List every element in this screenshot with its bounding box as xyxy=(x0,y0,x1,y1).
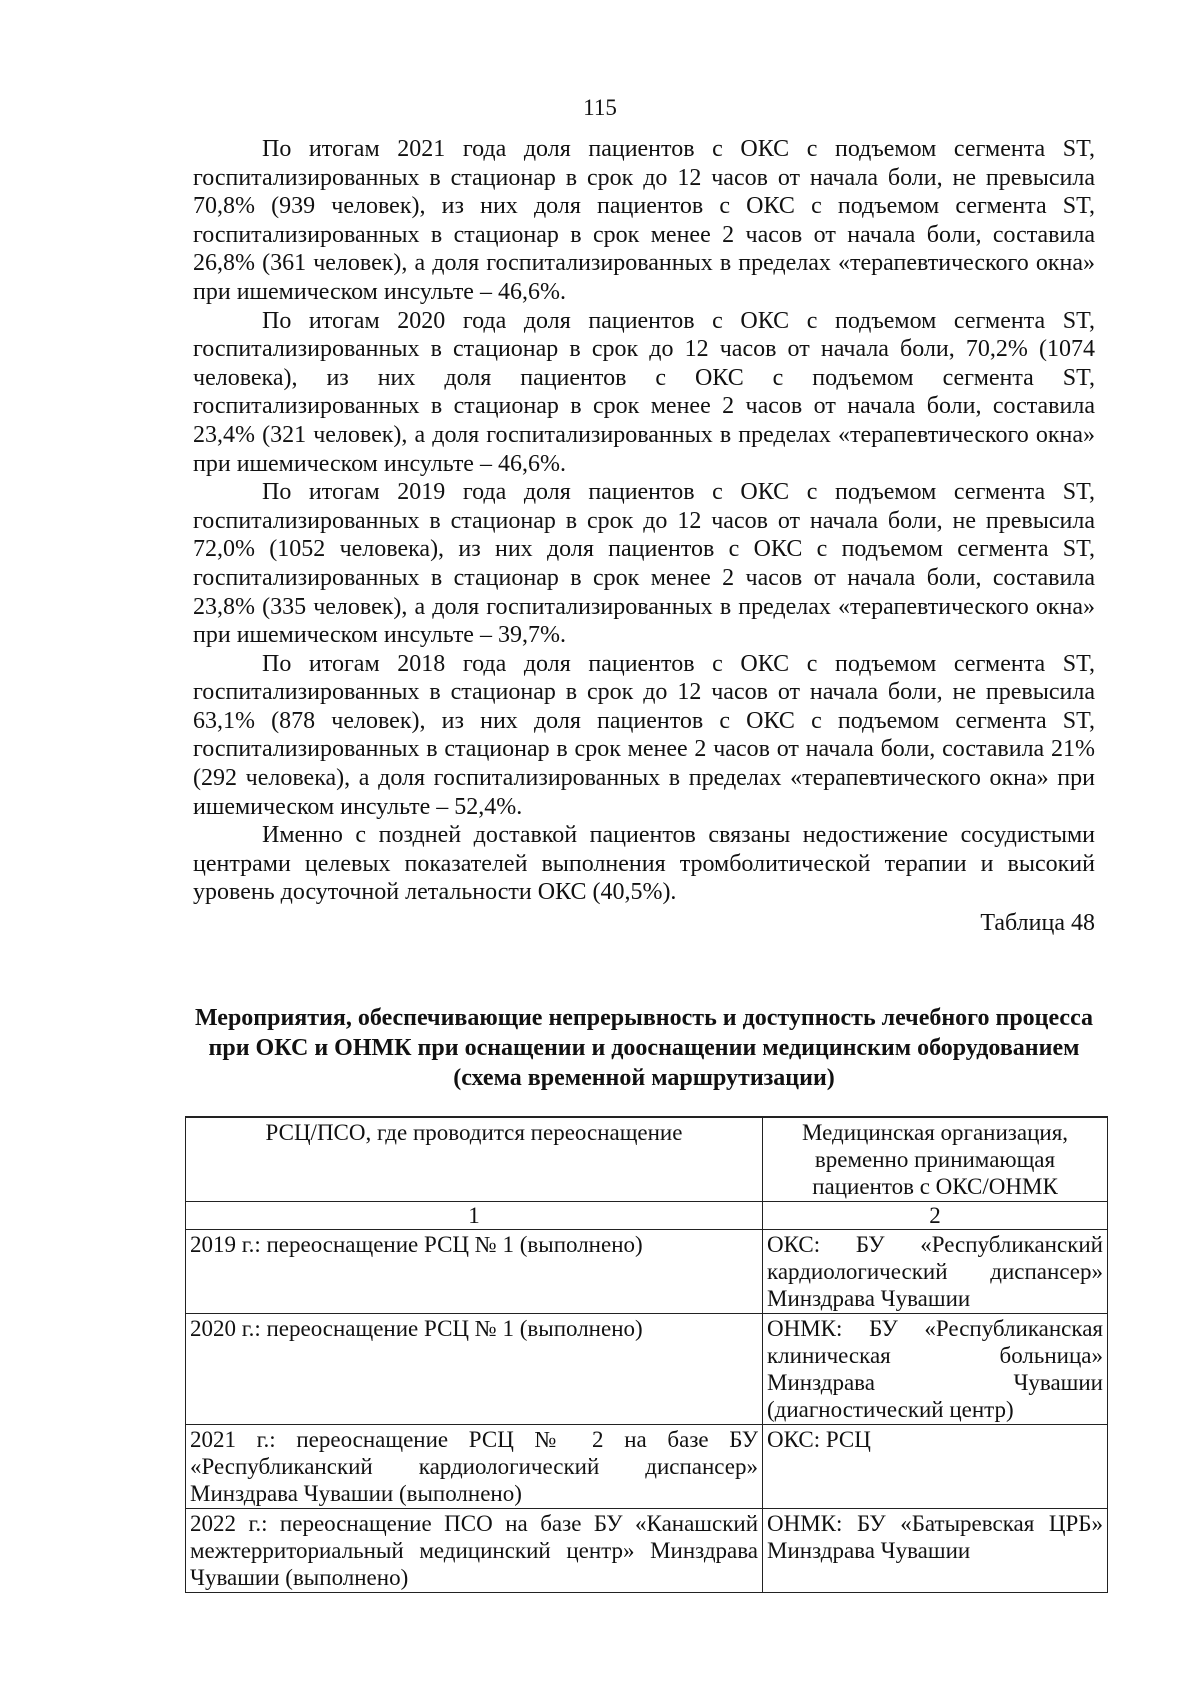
column-number: 2 xyxy=(763,1202,1108,1230)
table-row xyxy=(186,1230,1108,1314)
paragraph-2021: По итогам 2021 года доля пациентов с ОКС с подъемом сегмента ST, госпитализированных в стационар в срок до 12 часов от начала боли, не превысила 70,8% (939 человек), из них доля пациентов с ОКС с подъемом сегмента ST, госпитализированных в стационар в срок менее 2 часов от начала боли, составила 26,8% (361 человек), а доля госпитализированных в пределах «терапевтического окна» при ишемическом инсульте – 46,6%. xyxy=(193,136,1095,305)
table-row xyxy=(186,1509,1108,1593)
table-cell: 2020 г.: переоснащение РСЦ № 1 (выполнено) xyxy=(186,1314,763,1425)
routing-table xyxy=(185,1116,1108,1593)
paragraph-2019: По итогам 2019 года доля пациентов с ОКС с подъемом сегмента ST, госпитализированных в стационар в срок до 12 часов от начала боли, не превысила 72,0% (1052 человека), из них доля пациентов с ОКС с подъемом сегмента ST, госпитализированных в стационар в срок менее 2 часов от начала боли, составила 23,8% (335 человек), а доля госпитализированных в пределах «терапевтического окна» при ишемическом инсульте – 39,7%. xyxy=(193,479,1095,649)
column-number: 1 xyxy=(186,1202,763,1230)
table-title: Мероприятия, обеспечивающие непрерывность и доступность лечебного процесса при ОКС и ОНМК при оснащении и дооснащении медицинским оборудованием (схема временной маршрутизации) xyxy=(194,1005,1094,1091)
table-caption: Таблица 48 xyxy=(980,910,1095,937)
header-cell: РСЦ/ПСО, где проводится переоснащение xyxy=(186,1117,763,1202)
paragraph-2020: По итогам 2020 года доля пациентов с ОКС с подъемом сегмента ST, госпитализированных в стационар в срок до 12 часов от начала боли, 70,2% (1074 человека), из них доля пациентов с ОКС с подъемом сегмента ST, госпитализированных в стационар в срок менее 2 часов от начала боли, составила 23,4% (321 человек), а доля госпитализированных в пределах «терапевтического окна» при ишемическом инсульте – 46,6%. xyxy=(193,307,1095,477)
column-number-row xyxy=(186,1202,1108,1230)
paragraph-conclusion: Именно с поздней доставкой пациентов связаны недостижение сосудистыми центрами целевых показателей выполнения тромболитической терапии и высокий уровень досуточной летальности ОКС (40,5%). xyxy=(193,822,1095,906)
table-cell: 2022 г.: переоснащение ПСО на базе БУ «Канашский межтерриториальный медицинский центр» Минздрава Чувашии (выполнено) xyxy=(186,1509,763,1593)
table-row xyxy=(186,1425,1108,1509)
paragraph-2018: По итогам 2018 года доля пациентов с ОКС с подъемом сегмента ST, госпитализированных в стационар в срок до 12 часов от начала боли, не превысила 63,1% (878 человек), из них доля пациентов с ОКС с подъемом сегмента ST, госпитализированных в стационар в срок менее 2 часов от начала боли, составила 21% (292 человека), а доля госпитализированных в пределах «терапевтического окна» при ишемическом инсульте – 52,4%. xyxy=(193,650,1095,820)
table-cell: ОНМК: БУ «Республиканская клиническая больница» Минздрава Чувашии (диагностический центр) xyxy=(763,1314,1108,1425)
page-number: 115 xyxy=(583,95,617,120)
table-header-row xyxy=(186,1117,1108,1202)
table-cell: ОНМК: БУ «Батыревская ЦРБ» Минздрава Чувашии xyxy=(763,1509,1108,1593)
table-cell: 2019 г.: переоснащение РСЦ № 1 (выполнено) xyxy=(186,1230,763,1314)
table-cell: ОКС: РСЦ xyxy=(763,1425,1108,1509)
table-cell: ОКС: БУ «Республиканский кардиологический диспансер» Минздрава Чувашии xyxy=(763,1230,1108,1314)
header-cell: Медицинская организация, временно принимающая пациентов с ОКС/ОНМК xyxy=(763,1117,1108,1202)
table-cell: 2021 г.: переоснащение РСЦ № 2 на базе БУ «Республиканский кардиологический диспансер» Минздрава Чувашии (выполнено) xyxy=(186,1425,763,1509)
body-text xyxy=(193,135,1095,938)
table-row xyxy=(186,1314,1108,1425)
